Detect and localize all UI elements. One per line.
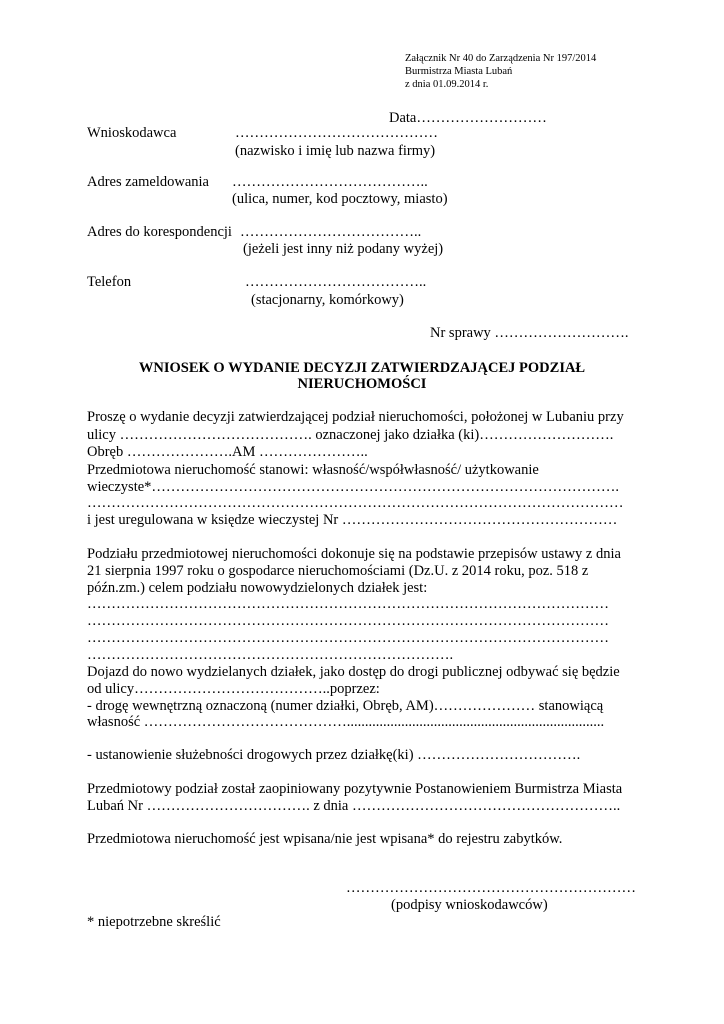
document-title-line-2: NIERUCHOMOŚCI bbox=[297, 376, 427, 392]
correspondence-label: Adres do korespondencji bbox=[87, 224, 232, 240]
correspondence-dots: ……………………………….. bbox=[240, 224, 422, 240]
opinion-line: Lubań Nr ……………………………. z dnia ……………………………………………….. bbox=[87, 798, 621, 814]
address-label: Adres zameldowania bbox=[87, 174, 209, 190]
paragraph1-line: Obręb ………………….AM ………………….. bbox=[87, 444, 368, 460]
document-title-line-1: WNIOSEK O WYDANIE DECYZJI ZATWIERDZAJĄCEJ PODZIAŁ bbox=[138, 360, 586, 376]
paragraph2-line: Dojazd do nowo wydzielanych działek, jako dostęp do drogi publicznej odbywać się będzie bbox=[87, 664, 620, 680]
signature-dots: …………………………………………………… bbox=[346, 880, 636, 896]
date-field: Data……………………… bbox=[389, 110, 547, 126]
paragraph2-line: Podziału przedmiotowej nieruchomości dokonuje się na podstawie przepisów ustawy z dnia bbox=[87, 546, 621, 562]
paragraph2-line: …………………………………………………………………. bbox=[87, 647, 454, 663]
paragraph1-line: Przedmiotowa nieruchomość stanowi: własność/współwłasność/ użytkowanie bbox=[87, 462, 539, 478]
attachment-note-line-2: Burmistrza Miasta Lubań bbox=[405, 66, 513, 77]
monuments-line: Przedmiotowa nieruchomość jest wpisana/nie jest wpisana* do rejestru zabytków. bbox=[87, 831, 563, 847]
paragraph2-line: 21 sierpnia 1997 roku o gospodarce nieruchomościami (Dz.U. z 2014 roku, poz. 518 z bbox=[87, 563, 589, 579]
phone-label: Telefon bbox=[87, 274, 132, 290]
paragraph2-line: ……………………………………………………………………………………………… bbox=[87, 630, 609, 646]
paragraph1-line: i jest uregulowana w księdze wieczystej Nr ………………………………………………… bbox=[87, 512, 618, 528]
paragraph1-line: Proszę o wydanie decyzji zatwierdzającej podział nieruchomości, położonej w Lubaniu przy bbox=[87, 409, 624, 425]
paragraph2-line: ……………………………………………………………………………………………… bbox=[87, 596, 609, 612]
paragraph2-line: od ulicy…………………………………..poprzez: bbox=[87, 681, 380, 697]
correspondence-hint: (jeżeli jest inny niż podany wyżej) bbox=[243, 241, 444, 257]
signature-hint: (podpisy wnioskodawców) bbox=[391, 897, 548, 913]
paragraph2-line: późn.zm.) celem podziału nowowydzielonych działek jest: bbox=[87, 580, 428, 596]
footnote: * niepotrzebne skreślić bbox=[87, 914, 221, 930]
attachment-note-line-3: z dnia 01.09.2014 r. bbox=[405, 79, 489, 90]
address-hint: (ulica, numer, kod pocztowy, miasto) bbox=[232, 191, 448, 207]
paragraph2-line: ……………………………………………………………………………………………… bbox=[87, 613, 609, 629]
address-dots: ………………………………….. bbox=[232, 174, 428, 190]
applicant-dots: …………………………………… bbox=[235, 125, 438, 141]
paragraph2-line: własność ……………………………………....................................................................... bbox=[87, 714, 605, 730]
paragraph1-line: ………………………………………………………………………………………………… bbox=[87, 495, 624, 511]
paragraph1-line: ulicy …………………………………. oznaczonej jako działka (ki)………………………. bbox=[87, 427, 614, 443]
case-number: Nr sprawy ………………………. bbox=[430, 325, 629, 341]
attachment-note-line-1: Załącznik Nr 40 do Zarządzenia Nr 197/2014 bbox=[405, 53, 597, 64]
paragraph1-line: wieczyste*……………………………………………………………………………………. bbox=[87, 479, 620, 495]
phone-dots: ……………………………….. bbox=[245, 274, 427, 290]
opinion-line: Przedmiotowy podział został zaopiniowany pozytywnie Postanowieniem Burmistrza Miasta bbox=[87, 781, 623, 797]
paragraph2-line: - drogę wewnętrzną oznaczoną (numer działki, Obręb, AM)………………… stanowiącą bbox=[87, 698, 604, 714]
applicant-hint: (nazwisko i imię lub nazwa firmy) bbox=[235, 143, 436, 159]
phone-hint: (stacjonarny, komórkowy) bbox=[251, 292, 404, 308]
easement-line: - ustanowienie służebności drogowych przez działkę(ki) ……………………………. bbox=[87, 747, 581, 763]
applicant-label: Wnioskodawca bbox=[87, 125, 177, 141]
